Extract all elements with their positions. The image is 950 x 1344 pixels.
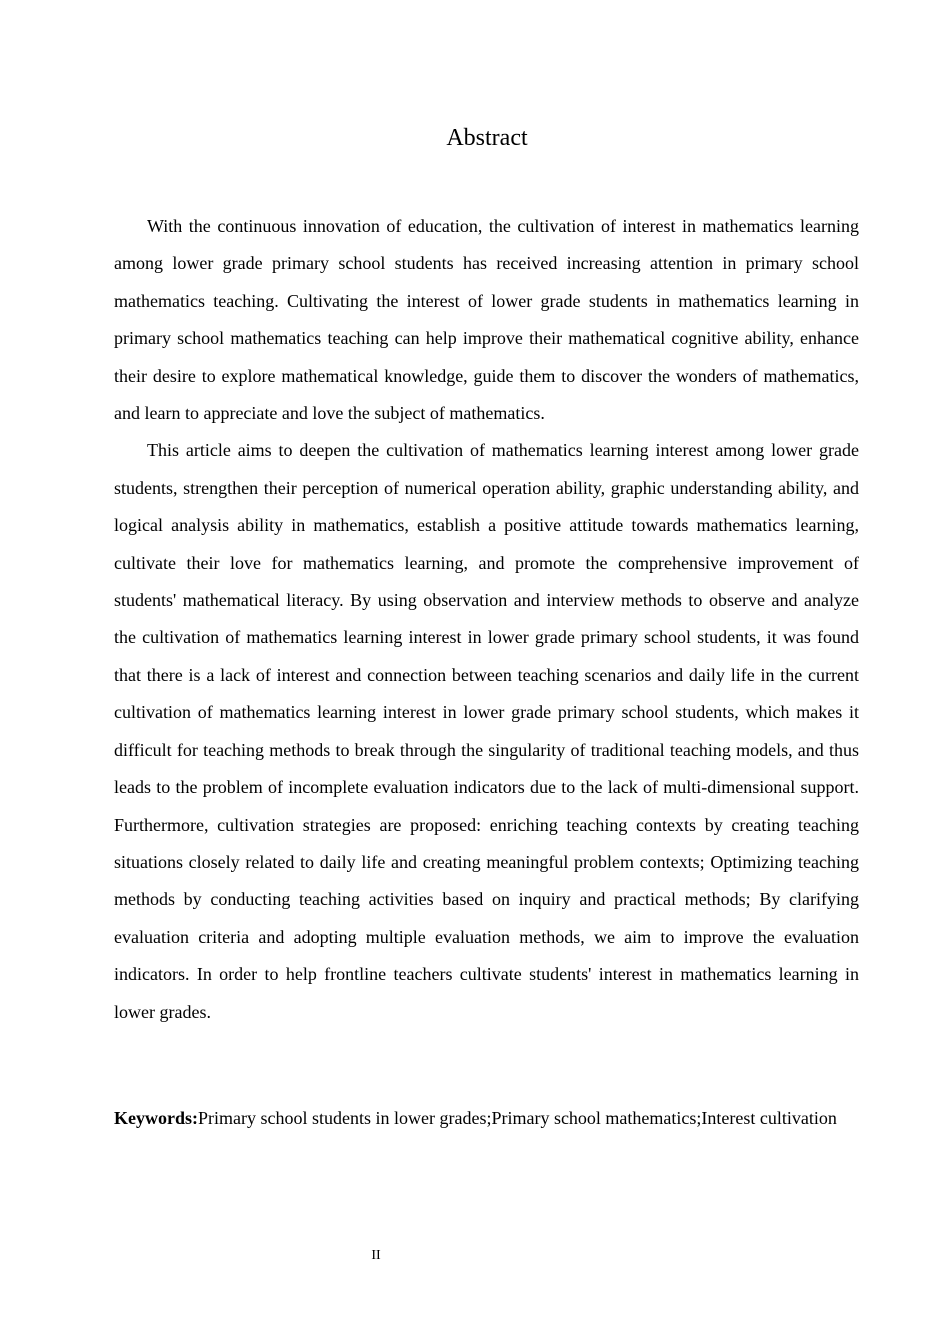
abstract-paragraph-2: This article aims to deepen the cultivation of mathematics learning interest among lower grade students, strengthen their perception of numerical operation ability, graphic understanding ability, and logical analysis ability in mathematics, establish a positive attitude towards mathematics learning, cultivate their love for mathematics learning, and promote the comprehensive improvement of students' mathematical literacy. By using observation and interview methods to observe and analyze the cultivation of mathematics learning interest in lower grade primary school students, it was found that there is a lack of interest and connection between teaching scenarios and daily life in the current cultivation of mathematics learning interest in lower grade primary school students, which makes it difficult for teaching methods to break through the singularity of traditional teaching models, and thus leads to the problem of incomplete evaluation indicators due to the lack of multi-dimensional support. Furthermore, cultivation strategies are proposed: enriching teaching contexts by creating teaching situations closely related to daily life and creating meaningful problem contexts; Optimizing teaching methods by conducting teaching activities based on inquiry and practical methods; By clarifying evaluation criteria and adopting multiple evaluation methods, we aim to improve the evaluation indicators. In order to help frontline teachers cultivate students' interest in mathematics learning in lower grades. <box>114 440 859 1022</box>
keywords-text: Primary school students in lower grades;Primary school mathematics;Interest cultivation <box>198 1108 837 1128</box>
keywords-line <box>114 1100 859 1137</box>
abstract-paragraph-1: With the continuous innovation of education, the cultivation of interest in mathematics learning among lower grade primary school students has received increasing attention in primary school mathematics teaching. Cultivating the interest of lower grade students in mathematics learning in primary school mathematics teaching can help improve their mathematical cognitive ability, enhance their desire to explore mathematical knowledge, guide them to discover the wonders of mathematics, and learn to appreciate and love the subject of mathematics. <box>114 216 859 424</box>
page-title: Abstract <box>446 125 528 151</box>
keywords-label: Keywords: <box>114 1108 198 1128</box>
page-number: II <box>371 1248 381 1263</box>
abstract-body <box>114 208 859 1031</box>
